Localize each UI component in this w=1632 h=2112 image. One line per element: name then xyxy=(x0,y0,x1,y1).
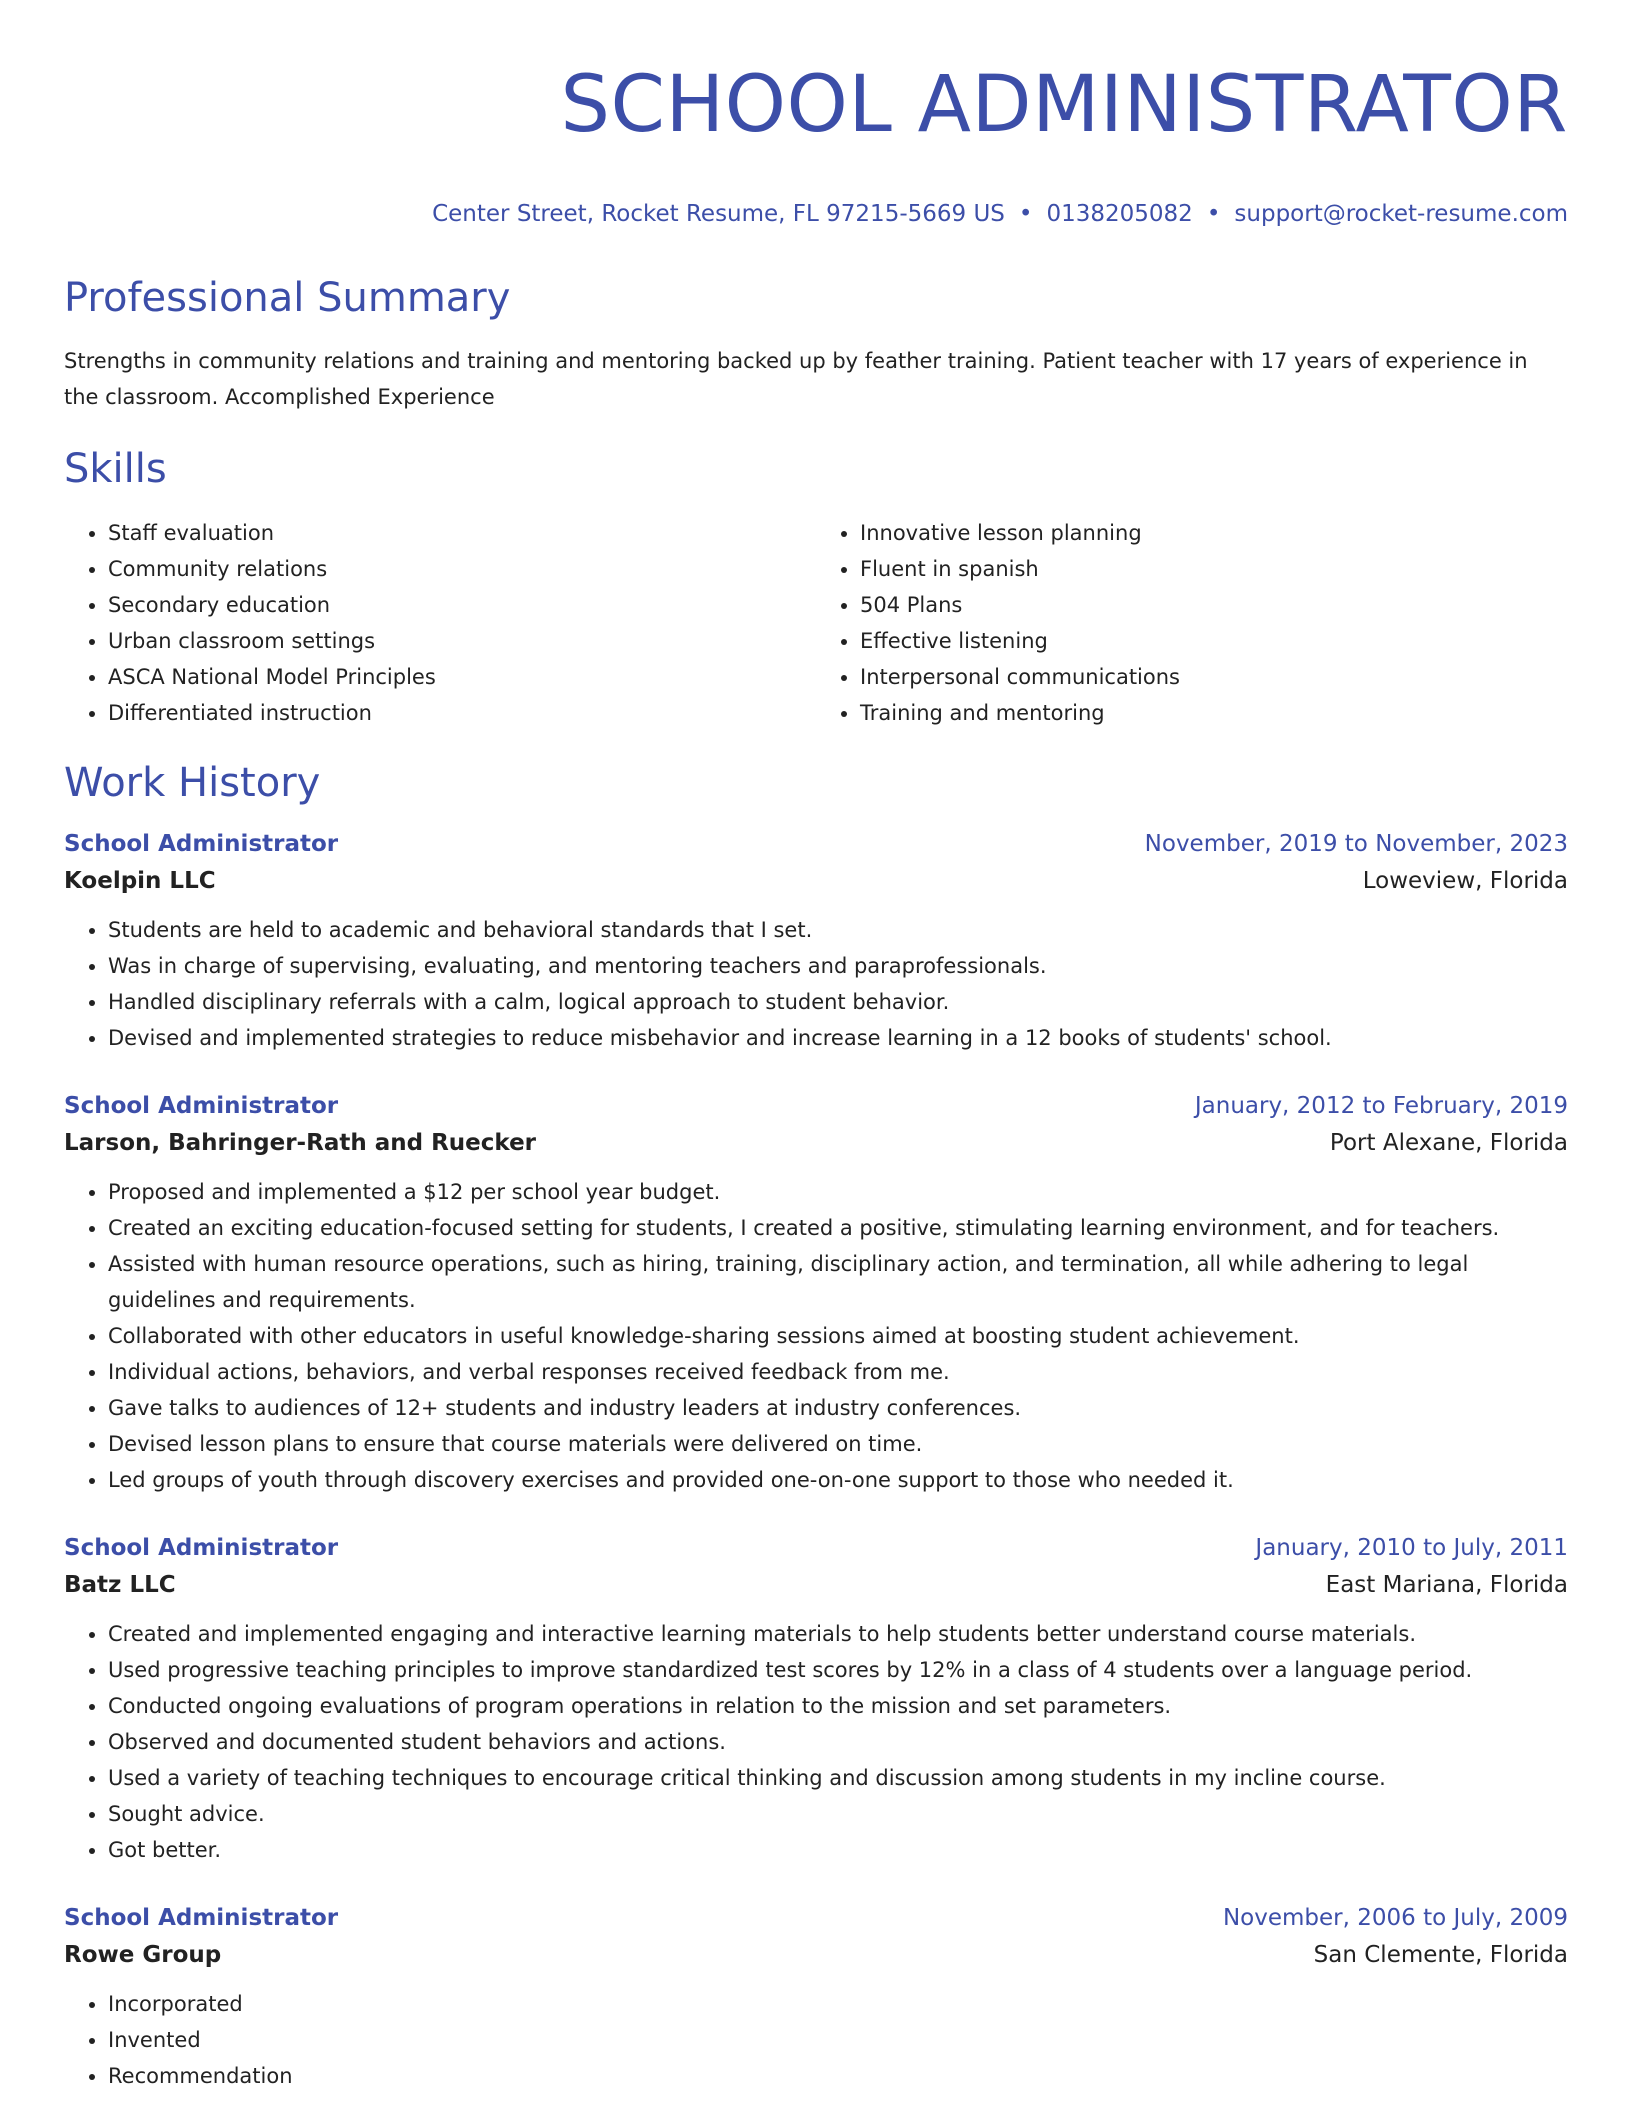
job-bullet: • Got better. xyxy=(108,1832,1568,1868)
job-bullets xyxy=(64,1616,1568,1868)
job-bullet: • Students are held to academic and behavioral standards that I set. xyxy=(108,912,1568,948)
job-bullet: • Created and implemented engaging and interactive learning materials to help students better understand course materials. xyxy=(108,1616,1568,1652)
job-location: Loweview, Florida xyxy=(1362,868,1568,894)
job-bullets xyxy=(64,912,1568,1056)
job-location: Port Alexane, Florida xyxy=(1329,1130,1568,1156)
job-bullet: • Incorporated xyxy=(108,1986,1568,2022)
contact-email: support@rocket-resume.com xyxy=(1234,201,1568,227)
skills-column-left xyxy=(64,515,816,731)
skills-column-right xyxy=(816,515,1568,731)
job-location: San Clemente, Florida xyxy=(1313,1942,1568,1968)
job-bullet: • Proposed and implemented a $12 per school year budget. xyxy=(108,1174,1568,1210)
skill-item: • ASCA National Model Principles xyxy=(108,659,816,695)
job-company: Rowe Group xyxy=(64,1942,222,1968)
job-entry xyxy=(64,826,1568,1056)
skill-item: • Effective listening xyxy=(860,623,1568,659)
job-title: School Administrator xyxy=(64,1905,339,1931)
contact-phone: 0138205082 xyxy=(1046,201,1193,227)
job-bullet: • Recommendation xyxy=(108,2058,1568,2094)
skill-item: • 504 Plans xyxy=(860,587,1568,623)
job-bullet: • Collaborated with other educators in useful knowledge-sharing sessions aimed at boosting student achievement. xyxy=(108,1318,1568,1354)
job-dates: November, 2006 to July, 2009 xyxy=(1222,1905,1568,1931)
summary-heading: Professional Summary xyxy=(64,275,511,321)
job-bullet: • Led groups of youth through discovery exercises and provided one-on-one support to those who needed it. xyxy=(108,1462,1568,1498)
job-entry xyxy=(64,1088,1568,1498)
job-bullet: • Handled disciplinary referrals with a calm, logical approach to student behavior. xyxy=(108,984,1568,1020)
job-company: Batz LLC xyxy=(64,1572,176,1598)
resume-page xyxy=(64,0,1568,2094)
skill-item: • Secondary education xyxy=(108,587,816,623)
job-title: School Administrator xyxy=(64,1093,339,1119)
job-entry xyxy=(64,1900,1568,2094)
job-bullet: • Individual actions, behaviors, and verbal responses received feedback from me. xyxy=(108,1354,1568,1390)
job-bullet: • Created an exciting education-focused setting for students, I created a positive, stimulating learning environment, and for teachers. xyxy=(108,1210,1568,1246)
job-bullet: • Sought advice. xyxy=(108,1796,1568,1832)
job-bullet: • Was in charge of supervising, evaluating, and mentoring teachers and paraprofessionals. xyxy=(108,948,1568,984)
job-company: Koelpin LLC xyxy=(64,868,216,894)
page-title: SCHOOL ADMINISTRATOR xyxy=(560,60,1568,150)
contact-separator: • xyxy=(1018,201,1033,227)
job-location: East Mariana, Florida xyxy=(1325,1572,1568,1598)
skill-item: • Training and mentoring xyxy=(860,695,1568,731)
work-history-heading: Work History xyxy=(64,760,321,806)
job-bullet: • Devised lesson plans to ensure that course materials were delivered on time. xyxy=(108,1426,1568,1462)
job-dates: January, 2010 to July, 2011 xyxy=(1255,1535,1568,1561)
job-bullet: • Used progressive teaching principles to improve standardized test scores by 12% in a class of 4 students over a language period. xyxy=(108,1652,1568,1688)
job-bullet: • Invented xyxy=(108,2022,1568,2058)
skill-item: • Community relations xyxy=(108,551,816,587)
job-bullet: • Devised and implemented strategies to reduce misbehavior and increase learning in a 12 books of students' school. xyxy=(108,1020,1568,1056)
contact-line xyxy=(64,199,1568,229)
job-bullet: • Gave talks to audiences of 12+ students and industry leaders at industry conferences. xyxy=(108,1390,1568,1426)
job-bullet: • Assisted with human resource operations, such as hiring, training, disciplinary action, and termination, all while adhering to legal guidelines and requirements. xyxy=(108,1246,1568,1318)
summary-text: Strengths in community relations and training and mentoring backed up by feather training. Patient teacher with 17 years of experience in the classroom. Accomplished Experience xyxy=(64,349,1528,409)
skill-item: • Staff evaluation xyxy=(108,515,816,551)
skill-item: • Urban classroom settings xyxy=(108,623,816,659)
skill-item: • Interpersonal communications xyxy=(860,659,1568,695)
skills-heading: Skills xyxy=(64,446,167,492)
skills-list xyxy=(64,515,1568,731)
job-bullets xyxy=(64,1174,1568,1498)
job-bullet: • Conducted ongoing evaluations of program operations in relation to the mission and set parameters. xyxy=(108,1688,1568,1724)
skill-item: • Fluent in spanish xyxy=(860,551,1568,587)
job-title: School Administrator xyxy=(64,831,339,857)
job-dates: November, 2019 to November, 2023 xyxy=(1144,831,1568,857)
job-entry xyxy=(64,1530,1568,1868)
job-title: School Administrator xyxy=(64,1535,339,1561)
job-company: Larson, Bahringer-Rath and Ruecker xyxy=(64,1130,537,1156)
job-bullet: • Used a variety of teaching techniques to encourage critical thinking and discussion among students in my incline course. xyxy=(108,1760,1568,1796)
contact-separator: • xyxy=(1206,201,1221,227)
contact-address: Center Street, Rocket Resume, FL 97215-5669 US xyxy=(432,201,1005,227)
skill-item: • Innovative lesson planning xyxy=(860,515,1568,551)
skill-item: • Differentiated instruction xyxy=(108,695,816,731)
job-bullet: • Observed and documented student behaviors and actions. xyxy=(108,1724,1568,1760)
job-dates: January, 2012 to February, 2019 xyxy=(1194,1093,1568,1119)
job-bullets xyxy=(64,1986,1568,2094)
